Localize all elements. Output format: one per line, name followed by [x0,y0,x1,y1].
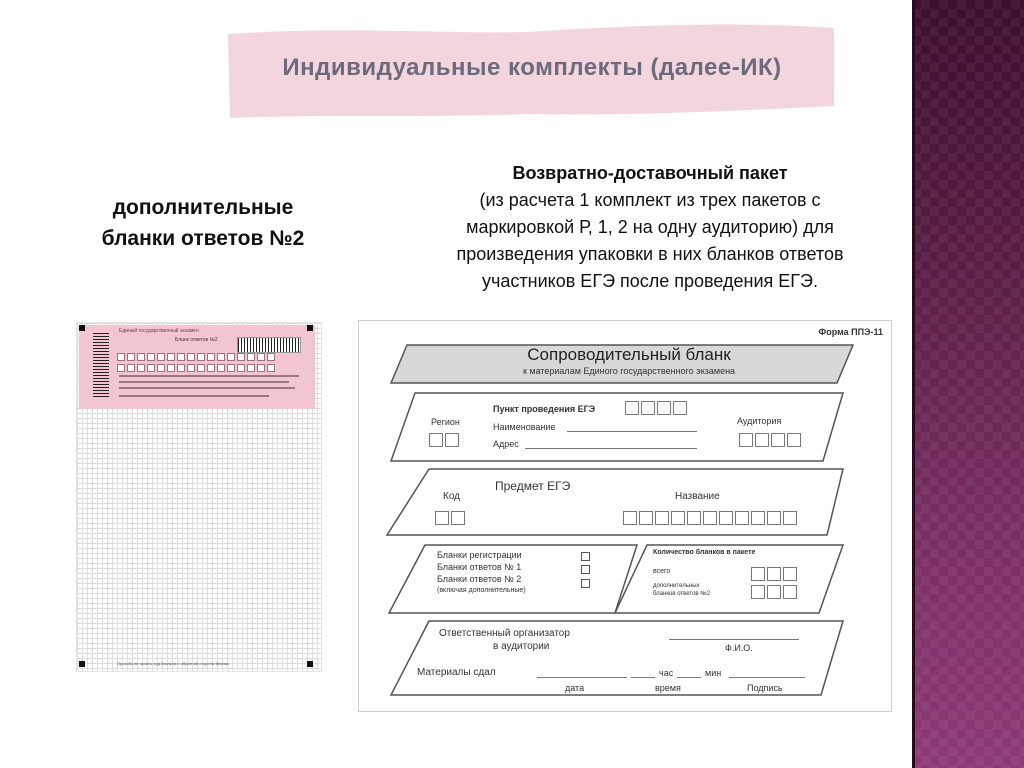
name-underline [567,431,697,432]
answer-sheet-header [79,325,315,409]
count-additional-boxes [751,585,799,599]
blank-item-4: (включая дополнительные) [437,587,526,594]
subject-name-label: Название [675,491,720,502]
answer-sheet-line [119,387,295,389]
ppe-label: Пункт проведения ЕГЭ [493,404,596,414]
address-underline [525,448,697,449]
sidebar-edge [912,0,915,768]
barcode-vertical [93,333,109,397]
subject-name-boxes [623,511,799,525]
hours-label: час [659,668,674,678]
answer-sheet-image [76,322,322,672]
answer-sheet-line [119,375,299,377]
package-caption-line2: маркировкой Р, 1, 2 на одну аудиторию) для [466,217,834,237]
subject-title: Предмет ЕГЭ [495,479,571,493]
package-caption-line3: произведения упаковки в них бланков ответов [456,244,844,264]
count-title: Количество бланков в пакете [653,549,756,556]
address-label: Адрес [493,439,519,449]
count-additional-label1: дополнительных [653,583,700,589]
region-label: Регион [431,417,460,427]
package-caption-title: Возвратно-доставочный пакет [512,163,788,183]
package-caption-line1: (из расчета 1 комплект из трех пакетов с [479,190,821,210]
answer-sheet-caption [58,192,348,254]
fio-label: Ф.И.О. [725,643,753,653]
blank-item-2-checkbox [581,565,590,574]
name-label: Наименование [493,422,556,432]
answer-sheet-subheader-text: Бланк ответов №2 [175,337,218,343]
region-boxes [429,433,461,447]
blank-item-3-checkbox [581,579,590,588]
auditorium-label: Аудитория [737,416,782,426]
registration-mark [79,325,85,331]
package-caption [390,160,910,295]
form-number: Форма ППЭ-11 [818,327,883,337]
slide-title: Индивидуальные комплекты (далее-ИК) [282,54,782,81]
minutes-underline [677,677,701,678]
organizer-line1: Ответственный организатор [439,628,570,639]
blank-item-3: Бланки ответов № 2 [437,574,522,584]
decorative-sidebar [912,0,1024,768]
blank-item-1-checkbox [581,552,590,561]
date-label: дата [565,683,585,693]
minutes-label: мин [705,668,722,678]
cover-form-title: Сопроводительный бланк [527,345,731,364]
fio-underline [669,639,799,640]
signature-underline [729,677,805,678]
count-total-label: всего [653,568,671,575]
subject-code-label: Код [443,491,461,502]
answer-sheet-footer-text: Просьба не писать под бланком с обратной стороны бланка [117,661,229,666]
ppe-boxes [625,401,689,415]
organizer-line2: в аудитории [493,641,550,652]
count-additional-label2: бланков ответов №2 [653,591,711,597]
answer-sheet-line [119,395,269,397]
package-caption-line4: участников ЕГЭ после проведения ЕГЭ. [482,271,818,291]
cover-form-image [358,320,892,712]
hours-underline [631,677,655,678]
subject-code-boxes [435,511,467,525]
registration-mark [307,661,313,667]
left-caption-line1: дополнительные [112,196,294,219]
barcode-horizontal [237,337,301,353]
blank-item-2: Бланки ответов № 1 [437,562,522,572]
answer-sheet-header-text: Единый государственный экзамен [119,328,199,334]
left-caption-line2: бланки ответов №2 [101,227,305,250]
auditorium-boxes [739,433,803,447]
registration-mark [307,325,313,331]
signature-label: Подпись [747,683,783,693]
cover-form-subtitle: к материалам Единого государственного экзамена [522,366,736,376]
sidebar-pattern [912,0,1024,768]
registration-mark [79,661,85,667]
date-underline [537,677,627,678]
time-label: время [655,683,681,693]
materials-label: Материалы сдал [417,667,496,678]
blank-item-1: Бланки регистрации [437,550,522,560]
count-total-boxes [751,567,799,581]
answer-sheet-line [119,381,289,383]
